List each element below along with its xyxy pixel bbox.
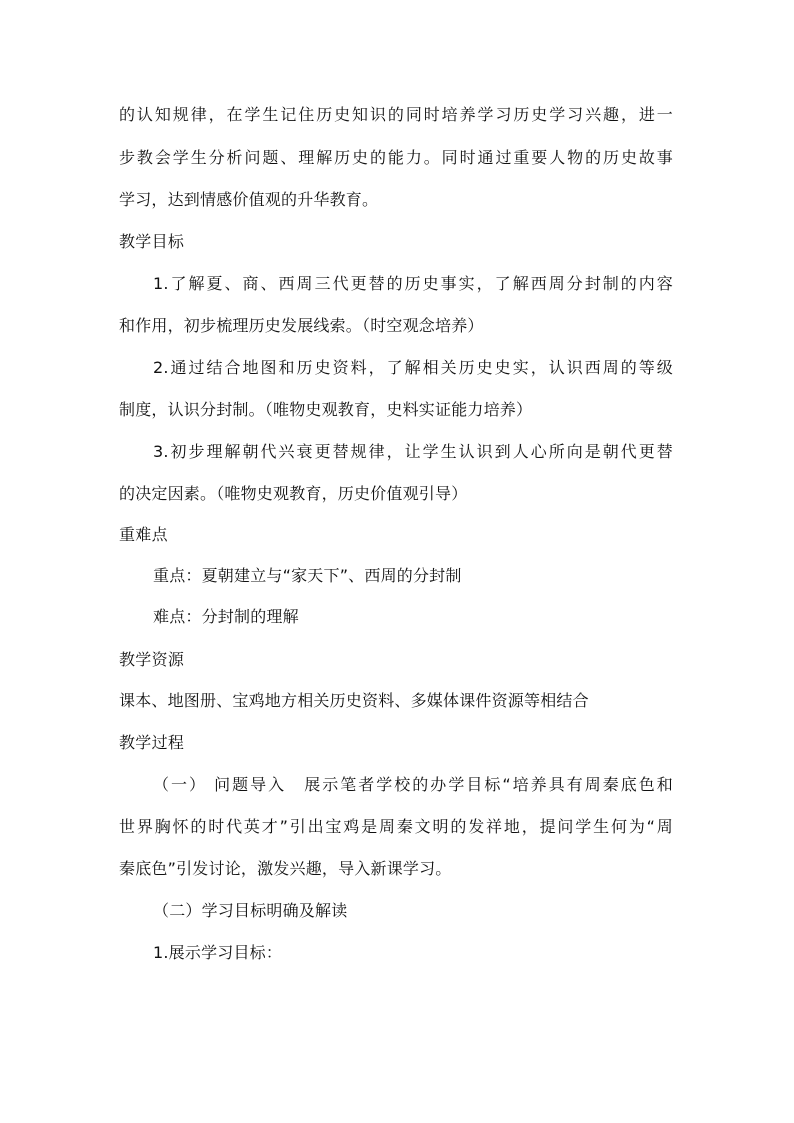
key-points-heading: 重难点 (119, 525, 168, 544)
process-step-2-title: （二）学习目标明确及解读 (153, 901, 348, 920)
process-step-1-line-1: （一） 问题导入 展示笔者学校的办学目标“培养具有周秦底色和 (153, 775, 673, 794)
process-step-1-line-2: 世界胸怀的时代英才”引出宝鸡是周秦文明的发祥地，提问学生何为“周 (119, 817, 673, 836)
process-heading: 教学过程 (119, 733, 185, 752)
key-point-difficulty: 难点：分封制的理解 (153, 607, 299, 626)
objective-2-line-2: 制度，认识分封制。（唯物史观教育，史料实证能力培养） (119, 400, 533, 419)
intro-line-3: 学习，达到情感价值观的升华教育。 (119, 190, 379, 209)
objectives-heading: 教学目标 (119, 232, 185, 251)
process-step-1-line-3: 秦底色”引发讨论，激发兴趣，导入新课学习。 (119, 859, 452, 878)
intro-line-2: 步教会学生分析问题、理解历史的能力。同时通过重要人物的历史故事 (119, 148, 673, 167)
key-point-focus: 重点：夏朝建立与“家天下”、西周的分封制 (153, 566, 462, 585)
resources-content: 课本、地图册、宝鸡地方相关历史资料、多媒体课件资源等相结合 (119, 691, 589, 710)
process-step-2-item-1: 1.展示学习目标： (153, 943, 283, 962)
objective-1-line-1: 1.了解夏、商、西周三代更替的历史事实，了解西周分封制的内容 (153, 274, 673, 293)
objective-3-line-1: 3.初步理解朝代兴衰更替规律，让学生认识到人心所向是朝代更替 (153, 442, 673, 461)
objective-2-line-1: 2.通过结合地图和历史资料，了解相关历史史实，认识西周的等级 (153, 358, 673, 377)
intro-line-1: 的认知规律，在学生记住历史知识的同时培养学习历史学习兴趣，进一 (119, 105, 673, 124)
objective-1-line-2: 和作用，初步梳理历史发展线索。（时空观念培养） (119, 316, 484, 335)
resources-heading: 教学资源 (119, 650, 185, 669)
objective-3-line-2: 的决定因素。（唯物史观教育，历史价值观引导） (119, 484, 468, 503)
